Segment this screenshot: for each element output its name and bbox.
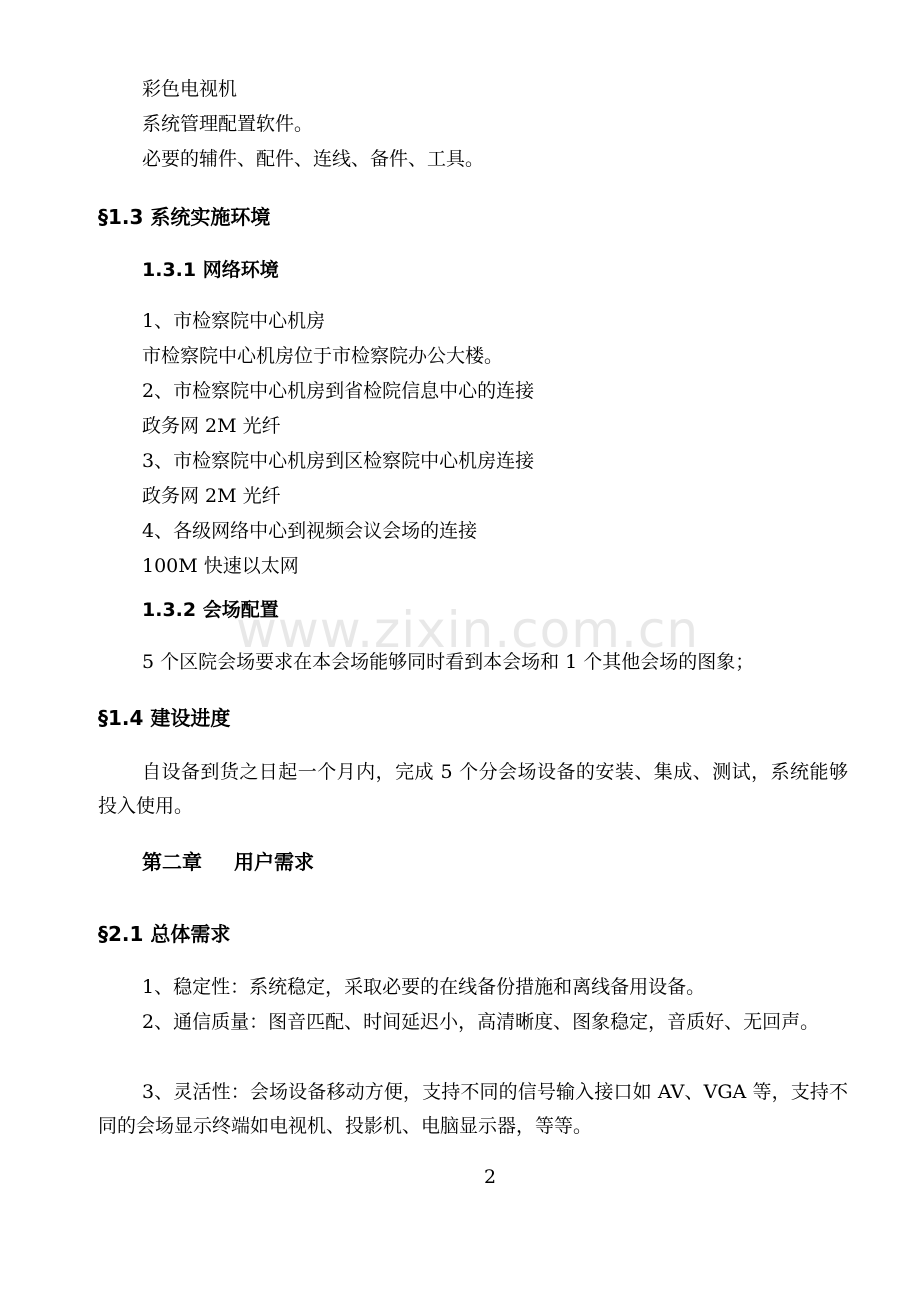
text-line: 5 个区院会场要求在本会场能够同时看到本会场和 1 个其他会场的图象；	[142, 651, 755, 673]
section-heading: §1.3 系统实施环境	[98, 205, 271, 229]
subsection-heading: 1.3.1 网络环境	[142, 259, 279, 281]
watermark: www.zixin.com.cn	[236, 601, 700, 659]
paragraph: 自设备到货之日起一个月内，完成 5 个分会场设备的安装、集成、测试，系统能够投入使用。	[98, 761, 848, 817]
text-line: 2、市检察院中心机房到省检院信息中心的连接	[142, 380, 535, 402]
text-line: 1、市检察院中心机房	[142, 310, 326, 332]
paragraph: 2、通信质量：图音匹配、时间延迟小，高清晰度、图象稳定，音质好、无回声。	[142, 1011, 820, 1033]
section-heading: §2.1 总体需求	[98, 922, 231, 946]
text-line: 政务网 2M 光纤	[142, 415, 281, 437]
chapter-heading	[142, 849, 314, 875]
paragraph: 1、稳定性：系统稳定，采取必要的在线备份措施和离线备用设备。	[142, 976, 706, 998]
paragraph: 3、灵活性：会场设备移动方便，支持不同的信号输入接口如 AV、VGA 等，支持不同的会场显示终端如电视机、投影机、电脑显示器，等等。	[98, 1081, 848, 1137]
text-line: 市检察院中心机房位于市检察院办公大楼。	[142, 345, 504, 367]
chapter-title: 用户需求	[234, 850, 314, 874]
page-number: 2	[483, 1166, 497, 1188]
list-item: 彩色电视机	[142, 78, 238, 100]
text-line: 100M 快速以太网	[142, 555, 299, 577]
text-line: 3、市检察院中心机房到区检察院中心机房连接	[142, 450, 535, 472]
text-line: 4、各级网络中心到视频会议会场的连接	[142, 520, 478, 542]
list-item: 必要的辅件、配件、连线、备件、工具。	[142, 148, 485, 170]
subsection-heading: 1.3.2 会场配置	[142, 599, 279, 621]
text-line: 政务网 2M 光纤	[142, 485, 281, 507]
section-heading: §1.4 建设进度	[98, 706, 231, 730]
list-item: 系统管理配置软件。	[142, 113, 314, 135]
chapter-label: 第二章	[142, 850, 202, 874]
